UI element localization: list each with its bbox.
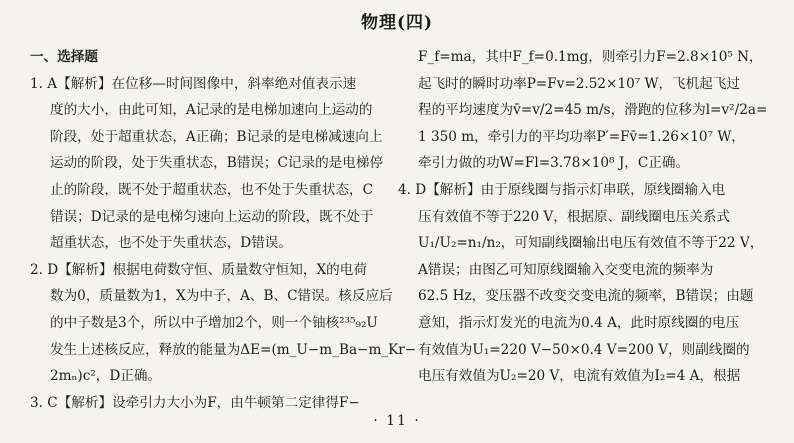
left-text-line: 1. A【解析】在位移—时间图像中，斜率绝对值表示速: [30, 75, 357, 92]
left-text-line: 一、选择题: [30, 49, 98, 65]
left-text-line: 3. C【解析】设牵引力大小为F，由牛顿第二定律得F−: [30, 394, 360, 411]
right-column: [398, 44, 780, 390]
left-text-line: 数为0，质量数为1，X为中子，A、B、C错误。核反应后: [50, 288, 393, 305]
left-text-line: 的中子数是3个，所以中子增加2个，则一个铀核²³⁵₉₂U: [50, 314, 378, 331]
page-title: 物理(四): [360, 13, 434, 33]
left-text-line: 止的阶段，既不处于超重状态，也不处于失重状态，C: [50, 181, 374, 198]
right-text-line: 电压有效值为U₂=20 V，电流有效值为I₂=4 A，根据: [418, 368, 741, 385]
right-text-line: 牵引力做的功W=Fl=3.78×10⁸ J，C正确。: [418, 155, 690, 172]
page-number: · 11 ·: [373, 413, 421, 429]
left-text-line: 发生上述核反应，释放的能量为ΔE=(m_U−m_Ba−m_Kr−: [50, 341, 417, 358]
right-text-line: 有效值为U₁=220 V−50×0.4 V=200 V，则副线圈的: [418, 341, 750, 358]
right-text-line: A错误；由图乙可知原线圈输入交变电流的频率为: [418, 261, 714, 278]
left-column: [30, 44, 417, 416]
left-text-line: 度的大小，由此可知，A记录的是电梯加速向上运动的: [50, 102, 373, 119]
left-text-line: 运动的阶段，处于失重状态，B错误；C记录的是电梯停: [50, 155, 384, 172]
right-text-line: 62.5 Hz，变压器不改变交变电流的频率，B错误；由题: [418, 288, 754, 305]
right-text-line: U₁/U₂=n₁/n₂，可知副线圈输出电压有效值不等于22 V，: [418, 235, 764, 252]
right-text-line: 程的平均速度为v̄=v/2=45 m/s，滑跑的位移为l=v²/2a=: [418, 102, 768, 119]
left-text-line: 2. D【解析】根据电荷数守恒、质量数守恒知，X的电荷: [30, 261, 367, 278]
right-text-line: 压有效值不等于220 V，根据原、副线圈电压关系式: [418, 208, 730, 225]
right-text-line: 1 350 m，牵引力的平均功率P′=Fv̄=1.26×10⁷ W，: [418, 128, 745, 145]
right-text-line: 意知，指示灯发光的电流为0.4 A，此时原线圈的电压: [418, 314, 740, 331]
right-text-line: F_f=ma，其中F_f=0.1mg，则牵引力F=2.8×10⁵ N，: [418, 49, 763, 65]
left-text-line: 错误；D记录的是电梯匀速向上运动的阶段，既不处于: [50, 208, 374, 225]
left-text-line: 2mₙ)c²，D正确。: [50, 368, 162, 385]
left-text-line: 阶段，处于超重状态，A正确；B记录的是电梯减速向上: [50, 128, 383, 145]
right-text-line: 起飞时的瞬时功率P=Fv=2.52×10⁷ W，飞机起飞过: [418, 75, 741, 92]
right-text-line: 4. D【解析】由于原线圈与指示灯串联，原线圈输入电: [398, 181, 726, 198]
left-text-line: 超重状态，也不处于失重状态，D错误。: [50, 235, 292, 252]
